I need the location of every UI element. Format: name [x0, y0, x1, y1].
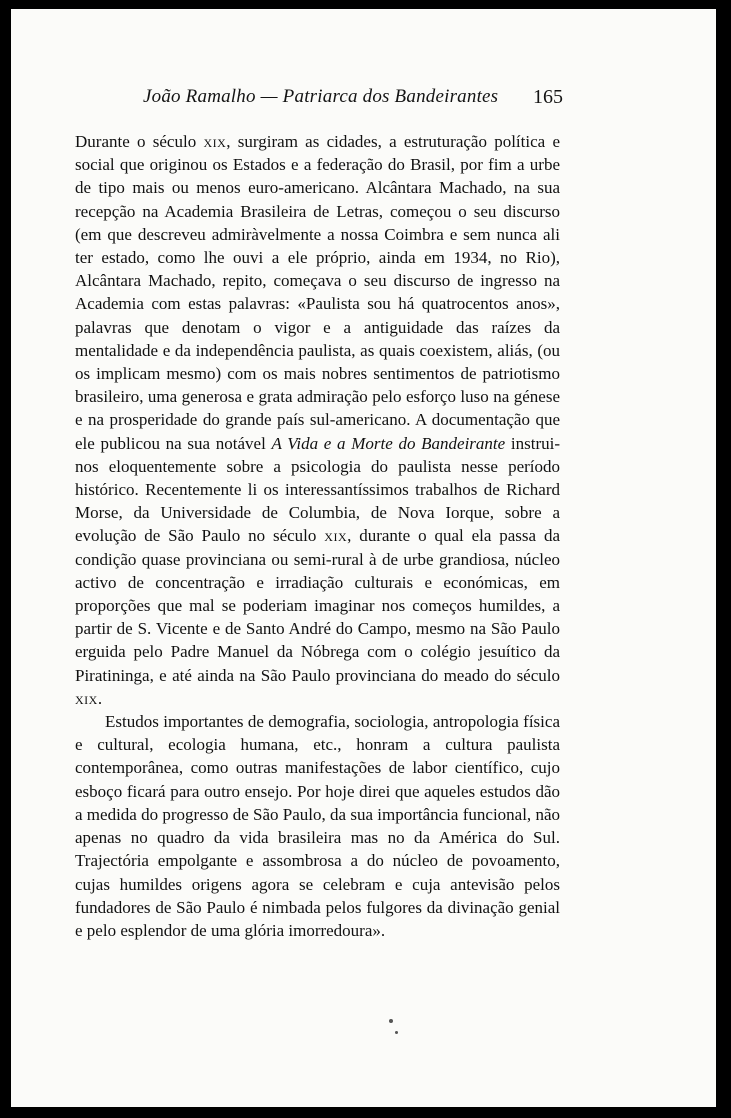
- print-speck: [395, 1031, 398, 1034]
- book-title-italic: A Vida e a Morte do Bandeirante: [271, 433, 506, 453]
- paragraph-2: [75, 710, 560, 942]
- print-speck: [389, 1019, 393, 1023]
- running-head: [143, 86, 563, 114]
- smallcaps-segment: xix: [75, 688, 98, 708]
- body-text: [75, 130, 560, 942]
- paragraph-1: [75, 130, 560, 710]
- smallcaps-segment: xix: [203, 132, 227, 151]
- book-page: [11, 9, 716, 1107]
- text-segment: Durante o século: [75, 132, 204, 151]
- page-number: 165: [533, 86, 563, 108]
- text-segment: .: [97, 688, 103, 708]
- text-segment: instrui-nos eloquentemente sobre a psicologia do paulista nesse período histórico. Recentemente li os interessantíssimos trabalhos de Richard Morse, da Universidade de Columbia, de Nova Iorque, sobre a evolução de São Paulo no século: [75, 433, 560, 546]
- smallcaps-segment: xix: [324, 526, 348, 546]
- text-segment: , durante o qual ela passa da condição quase provinciana ou semi-rural à de urbe grandiosa, núcleo activo de concentração e irradiação culturais e económicas, em proporções que mal se poderiam imaginar nos começos humildes, a partir de S. Vicente e de Santo André do Campo, mesmo na São Paulo erguida pelo Padre Manuel da Nóbrega com o colégio jesuítico da Piratininga, e até ainda na São Paulo provinciana do meado do século: [75, 526, 560, 685]
- text-segment: Estudos importantes de demografia, sociologia, antropologia física e cultural, ecologia humana, etc., honram a cultura paulista contemporânea, como outras manifestações de labor científico, cujo esboço ficará para outro ensejo. Por hoje direi que aqueles estudos dão a medida do progresso de São Paulo, da sua importância funcional, não apenas no quadro da vida brasileira mas no da América do Sul. Trajectória empolgante e assombrosa a do núcleo de povoamento, cujas humildes origens agora se celebram e cuja antevisão pelos fundadores de São Paulo é nimbada pelos fulgores da divinação genial e pelo esplendor de uma glória imorredoura».: [75, 712, 560, 940]
- running-title: João Ramalho — Patriarca dos Bandeirantes: [143, 86, 499, 107]
- text-segment: , surgiram as cidades, a estruturação política e social que originou os Estados e a federação do Brasil, por fim a urbe de tipo mais ou menos euro-americano. Alcântara Machado, na sua recepção na Academia Brasileira de Letras, começou o seu discurso (em que descreveu admiràvelmente a nossa Coimbra e sem nunca ali ter estado, como lhe ouvi a ele próprio, ainda em 1934, no Rio), Alcântara Machado, repito, começava o seu discurso de ingresso na Academia com estas palavras: «Paulista sou há quatrocentos anos», palavras que denotam o vigor e a antiguidade das raízes da mentalidade e da independência paulista, as quais coexistem, aliás, (ou os implicam mesmo) com os mais nobres sentimentos de patriotismo brasileiro, uma generosa e grata admiração pelo esforço luso na génese e na prosperidade do grande país sul-americano. A documentação que ele publicou na sua notável: [75, 132, 561, 453]
